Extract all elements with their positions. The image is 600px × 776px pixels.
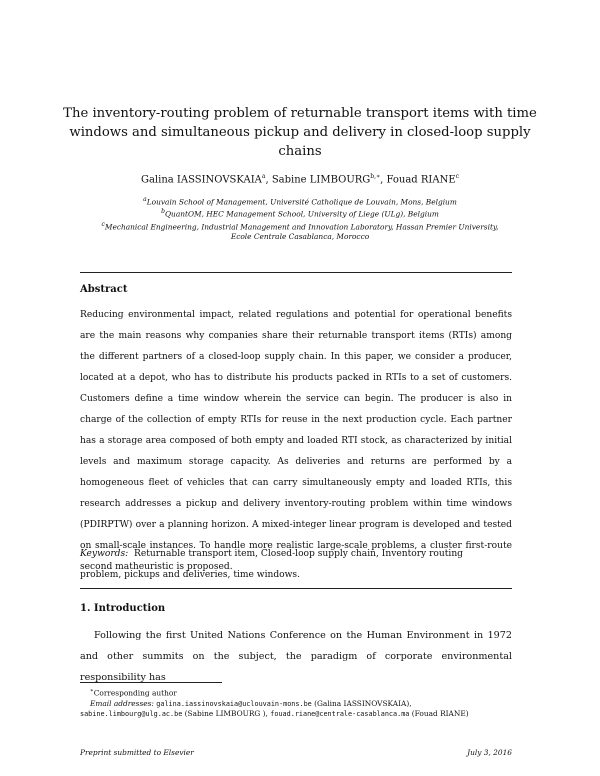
footer-date: July 3, 2016	[467, 748, 512, 757]
paper-title	[60, 104, 540, 161]
author-1: Galina IASSINOVSKAIA	[140, 174, 262, 186]
footnote-mark: ∗	[90, 688, 94, 694]
introduction-body: Following the first United Nations Conference on the Human Environment in 1972 and other summits on the subject, the paradigm of corporate environmental responsibility has	[80, 630, 512, 683]
affiliation-a-text: Louvain School of Management, Université Catholique de Louvain, Mons, Belgium	[146, 197, 457, 207]
footnote	[80, 686, 512, 720]
abstract-top-rule	[80, 272, 512, 273]
author-2: Sabine LIMBOURG	[271, 174, 371, 186]
author-3-mark: c	[455, 173, 459, 180]
affiliation-c-line-2: Ecole Centrale Casablanca, Morocco	[230, 232, 370, 242]
email-label: Email addresses:	[90, 698, 154, 708]
title-line-1: The inventory-routing problem of returnable transport items with time	[63, 106, 537, 121]
email-owner-2: (Sabine LIMBOURG ),	[184, 709, 268, 719]
email-link-2[interactable]: sabine.limbourg@ulg.ac.be	[80, 710, 183, 719]
author-1-mark: a	[261, 173, 266, 180]
keywords-line-1: Returnable transport item, Closed-loop supply chain, Inventory routing	[134, 549, 464, 559]
section-heading-introduction: 1. Introduction	[80, 603, 166, 614]
abstract-bottom-rule	[80, 588, 512, 589]
email-link-1[interactable]: galina.iassinovskaia@uclouvain-mons.be	[156, 699, 312, 708]
affiliation-c-mark: c	[101, 220, 105, 228]
keywords	[80, 544, 512, 586]
author-list: Galina IASSINOVSKAIA$^a$, Sabine $LIMBOURG^{b,∗}$, Fouad RIANE$^c$	[140, 173, 459, 186]
email-owner-1: (Galina IASSINOVSKAIA),	[314, 698, 412, 708]
title-line-2: windows and simultaneous pickup and delivery in closed-loop supply	[69, 125, 531, 140]
email-owner-3: (Fouad RIANE)	[411, 709, 469, 719]
affiliations	[60, 195, 540, 242]
affiliation-b-mark: b	[161, 208, 165, 216]
keywords-label: Keywords:	[80, 549, 129, 559]
affiliation-a	[60, 195, 540, 207]
affiliation-c-line-1: Mechanical Engineering, Industrial Management and Innovation Laboratory, Hassan Premier University,	[104, 222, 499, 232]
footer-preprint-note: Preprint submitted to Elsevier	[80, 748, 194, 757]
abstract-body	[80, 305, 512, 578]
author-3: Fouad RIANE	[386, 174, 456, 186]
abstract-text: Reducing environmental impact, related regulations and potential for operational benefits are the main reasons why companies share their returnable transport items (RTIs) among the different partners of a closed-loop supply chain. In this paper, we consider a producer, located at a depot, who has to distribute his products packed in RTIs to a set of customers. Customers define a time window wherein the service can begin. The producer is also in charge of the collection of empty RTIs for reuse in the next production cycle. Each partner has a storage area composed of both empty and loaded RTI stock, as characterized by initial levels and maximum storage capacity. As deliveries and returns are performed by a homogeneous fleet of vehicles that can carry simultaneously empty and loaded RTIs, this research addresses a pickup and delivery inventory-routing problem within time windows (PDIRPTW) over a planning horizon. A mixed-integer linear program is developed and tested on small-scale instances. To handle more realistic large-scale problems, a cluster first-route second matheuristic is proposed.	[80, 310, 512, 572]
footnote-rule	[80, 682, 222, 683]
affiliation-b	[60, 207, 540, 219]
title-line-3: chains	[278, 144, 322, 159]
email-link-3[interactable]: fouad.riane@centrale-casablanca.ma	[270, 710, 410, 719]
affiliation-c	[60, 220, 540, 232]
abstract-heading: Abstract	[80, 284, 128, 295]
corresponding-author: Corresponding author	[93, 688, 177, 698]
keywords-line-2: problem, pickups and deliveries, time windows.	[80, 570, 300, 580]
affiliation-a-mark: a	[143, 196, 147, 203]
affiliation-b-text: QuantOM, HEC Management School, University of Liege (ULg), Belgium	[165, 209, 439, 219]
author-2-mark: b,∗	[370, 173, 381, 180]
